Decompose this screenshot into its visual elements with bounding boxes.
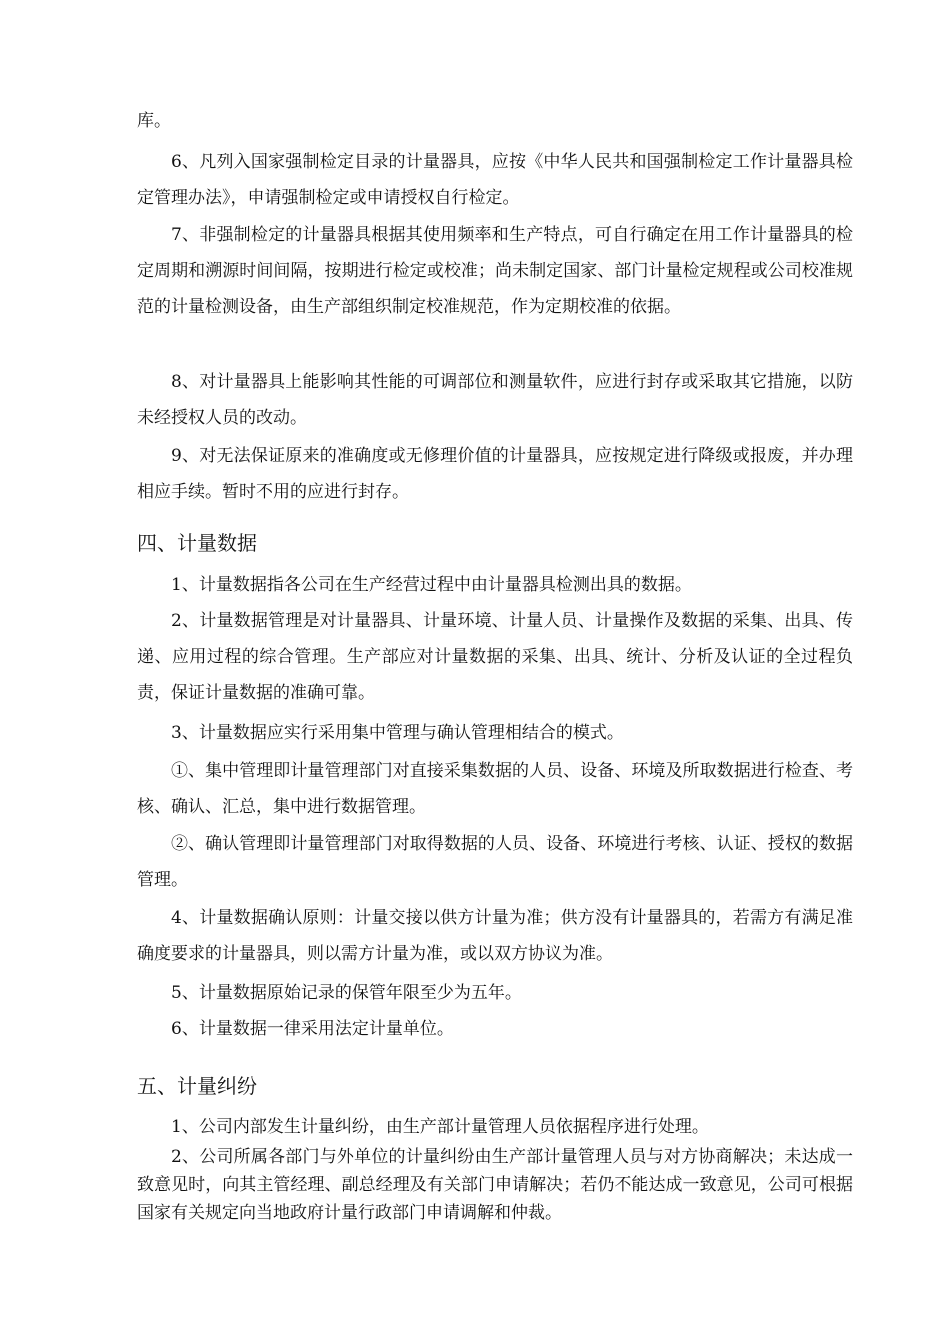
section4-item-3: 3、计量数据应实行采用集中管理与确认管理相结合的模式。 bbox=[171, 723, 624, 743]
section4-item-3-sub-2: ②、确认管理即计量管理部门对取得数据的人员、设备、环境进行考核、认证、授权的数据管理。 bbox=[137, 834, 853, 890]
section4-item-6: 6、计量数据一律采用法定计量单位。 bbox=[171, 1019, 454, 1039]
section4-item-5: 5、计量数据原始记录的保管年限至少为五年。 bbox=[171, 983, 522, 1003]
section4-item-3-sub-1: ①、集中管理即计量管理部门对直接采集数据的人员、设备、环境及所取数据进行检查、考核、确认、汇总，集中进行数据管理。 bbox=[137, 761, 853, 817]
paragraph-item-6: 6、凡列入国家强制检定目录的计量器具，应按《中华人民共和国强制检定工作计量器具检定管理办法》，申请强制检定或申请授权自行检定。 bbox=[137, 152, 853, 208]
section5-item-1: 1、公司内部发生计量纠纷，由生产部计量管理人员依据程序进行处理。 bbox=[171, 1117, 709, 1137]
paragraph-continuation: 库。 bbox=[137, 111, 171, 131]
section-heading-4: 四、计量数据 bbox=[137, 531, 257, 555]
section5-item-2: 2、公司所属各部门与外单位的计量纠纷由生产部计量管理人员与对方协商解决；未达成一致意见时，向其主管经理、副总经理及有关部门申请解决；若仍不能达成一致意见，公司可根据国家有关规定向当地政府计量行政部门申请调解和仲裁。 bbox=[137, 1147, 853, 1223]
paragraph-item-9: 9、对无法保证原来的准确度或无修理价值的计量器具，应按规定进行降级或报废，并办理相应手续。暂时不用的应进行封存。 bbox=[137, 446, 853, 502]
section4-item-2: 2、计量数据管理是对计量器具、计量环境、计量人员、计量操作及数据的采集、出具、传递、应用过程的综合管理。生产部应对计量数据的采集、出具、统计、分析及认证的全过程负责，保证计量数据的准确可靠。 bbox=[137, 611, 853, 703]
section4-item-4: 4、计量数据确认原则：计量交接以供方计量为准；供方没有计量器具的，若需方有满足准确度要求的计量器具，则以需方计量为准，或以双方协议为准。 bbox=[137, 908, 853, 964]
paragraph-item-7: 7、非强制检定的计量器具根据其使用频率和生产特点，可自行确定在用工作计量器具的检定周期和溯源时间间隔，按期进行检定或校准；尚未制定国家、部门计量检定规程或公司校准规范的计量检测设备，由生产部组织制定校准规范，作为定期校准的依据。 bbox=[137, 225, 853, 317]
paragraph-item-8: 8、对计量器具上能影响其性能的可调部位和测量软件，应进行封存或采取其它措施，以防未经授权人员的改动。 bbox=[137, 372, 853, 428]
section4-item-1: 1、计量数据指各公司在生产经营过程中由计量器具检测出具的数据。 bbox=[171, 575, 692, 595]
section-heading-5: 五、计量纠纷 bbox=[137, 1074, 257, 1098]
